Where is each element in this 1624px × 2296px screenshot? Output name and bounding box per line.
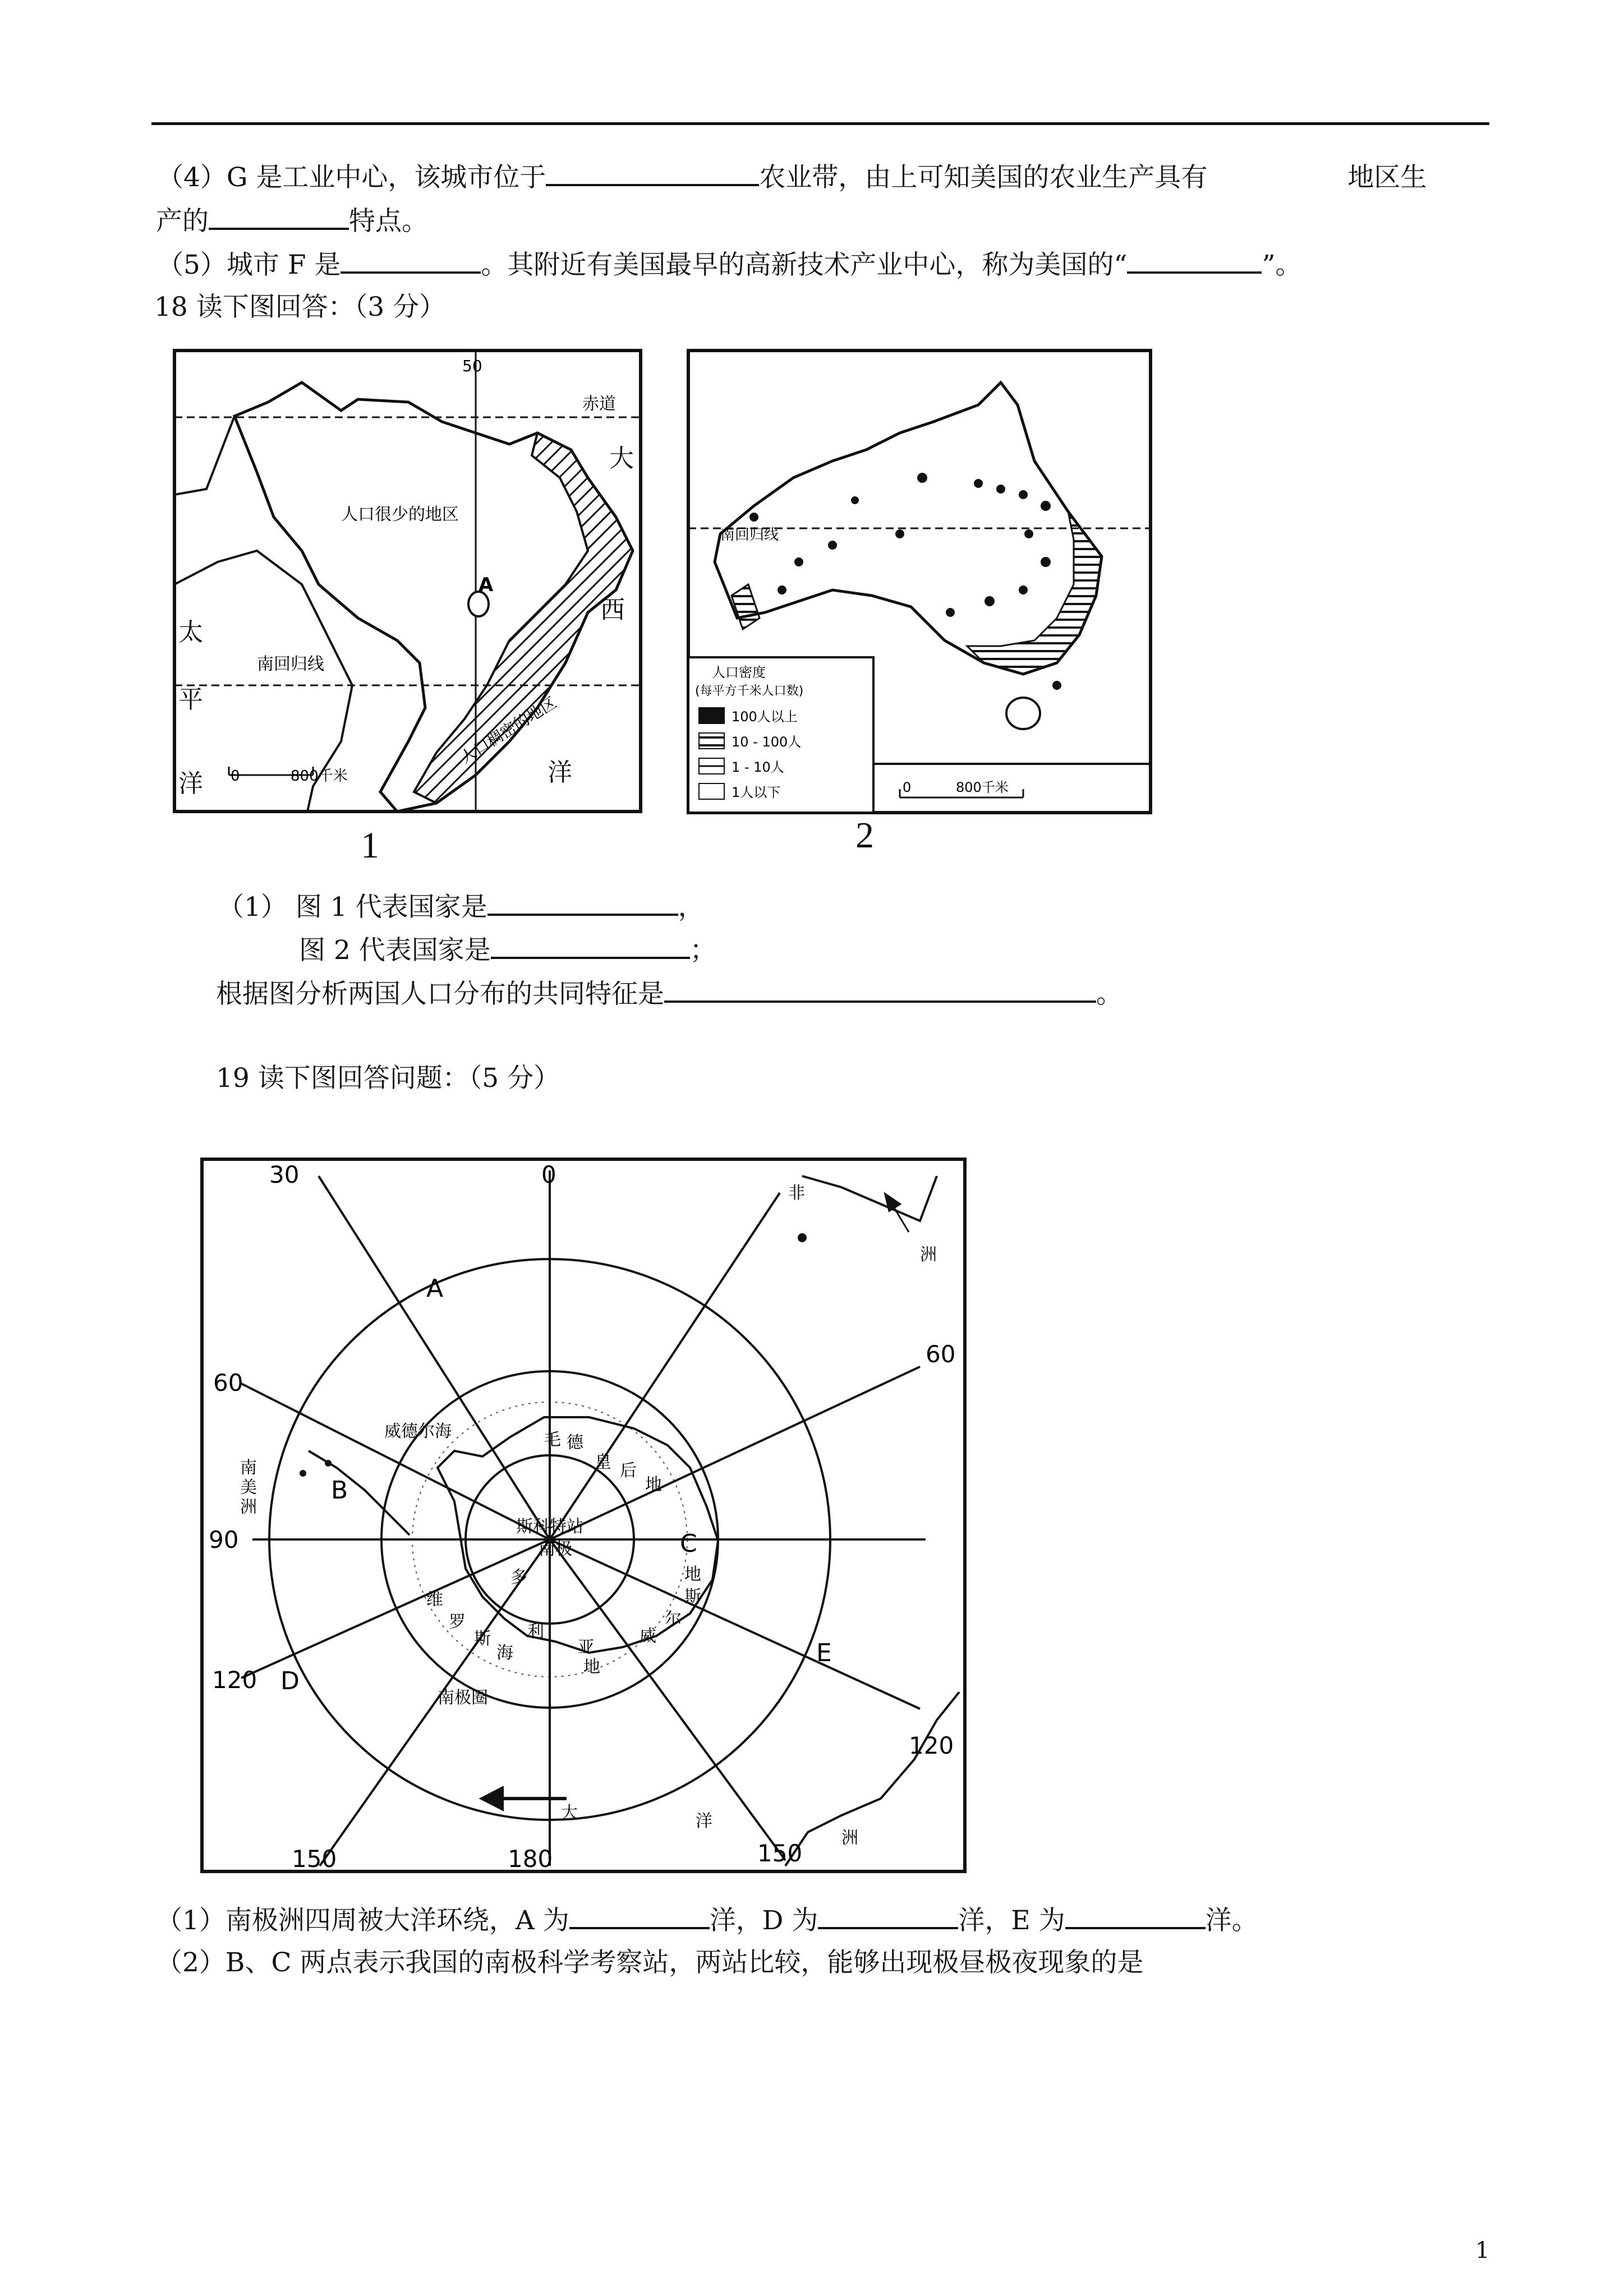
antarctica-map [196,1154,970,1877]
map2-scale-zero: 0 [903,780,912,795]
map1-pacific-2: 平 [178,685,203,714]
brazil-population-map [173,349,642,813]
station-c: C [680,1529,697,1558]
africa-label-1: 非 [788,1183,805,1203]
q17-item4-line2 [156,203,428,238]
lon-label-120-right: 120 [909,1732,954,1759]
ocean-d: D [280,1667,300,1695]
q17-item4-text-c: 地区生 [1347,162,1427,193]
answer-blank[interactable] [569,1902,710,1929]
lon-label-180: 180 [508,1845,553,1873]
q17-item4-text-d: 产的 [156,206,209,237]
wilkes-4: 威 [640,1626,656,1646]
q18-q1-line1 [218,889,705,924]
ocean-e: E [816,1639,832,1667]
wilkes-3: 尔 [665,1610,682,1629]
q19-q1-text-d: 洋。 [1205,1905,1258,1936]
answer-blank[interactable] [546,159,759,186]
lon-label-60-left: 60 [213,1369,243,1396]
map2-legend-title: 人口密度 [712,665,766,680]
samerica-label-2: 美 [240,1478,257,1497]
samerica-label-3: 洲 [240,1497,257,1517]
map2-legend-subtitle: (每平方千米人口数) [695,684,804,698]
answer-blank[interactable] [209,203,349,230]
q19-q2-line: （2）B、C 两点表示我国的南极科学考察站，两站比较，能够出现极昼极夜现象的是 [156,1947,1144,1978]
answer-blank[interactable] [491,932,690,959]
victoria-2: 多 [510,1567,527,1587]
q17-item5-text-b: 。其附近有美国最早的高新技术产业中心，称为美国的“ [481,250,1128,280]
answer-blank[interactable] [1127,247,1262,274]
station-b: B [331,1476,348,1505]
map1-tropic-label: 南回归线 [257,654,324,674]
map1-equator-label: 赤道 [582,394,616,414]
q17-item5-text-a: （5）城市 F 是 [157,250,341,280]
victoria-1: 维 [426,1590,443,1610]
map1-scale-zero: 0 [231,768,240,785]
queen-maud-5: 地 [645,1475,662,1495]
page-number: 1 [1475,2238,1490,2263]
figure-2-label: 2 [855,815,874,856]
weddell-sea-label: 威德尔海 [384,1422,452,1441]
q18-q1-line2 [299,932,716,967]
victoria-4: 亚 [578,1638,595,1657]
answer-blank[interactable] [1065,1902,1206,1929]
map2-legend-item: 10 - 100人 [732,734,802,750]
q18-q1-text-a: （1） 图 1 代表国家是 [218,892,487,923]
q19-q1-text-a: （1）南极洲四周被大洋环绕，A 为 [156,1905,569,1936]
q17-item5-text-c: ”。 [1262,250,1302,280]
lon-label-0: 0 [541,1161,556,1188]
q18-q1-text-b-end: ； [689,935,716,966]
map1-pacific-1: 太 [178,618,203,647]
answer-blank[interactable] [341,247,481,274]
answer-blank[interactable] [487,889,678,916]
victoria-3: 利 [527,1622,544,1642]
lon-label-90: 90 [209,1526,239,1553]
q19-q1-text-b: 洋，D 为 [709,1905,818,1936]
lon-label-120-left: 120 [212,1666,257,1694]
q18-q1-text-c: 根据图分析两国人口分布的共同特征是 [216,979,664,1009]
lon-label-30: 30 [269,1161,300,1188]
q18-q1-text-a-end: ， [678,892,705,923]
wilkes-2: 斯 [684,1587,701,1607]
map1-pacific-3: 洋 [178,769,203,798]
station-label: 斯科特站 [516,1517,583,1537]
samerica-label-1: 南 [240,1458,257,1478]
ross-2: 斯 [474,1629,491,1649]
q17-item5-line [157,247,1301,282]
australia-population-map [687,349,1152,814]
australia-label: 洲 [841,1828,858,1848]
queen-maud-4: 后 [620,1461,637,1481]
south-pole-label: 南极 [539,1539,572,1559]
map2-scale-label: 800千米 [956,780,1009,795]
q19-q1-line [156,1902,1258,1938]
ross-1: 罗 [449,1612,466,1632]
ocean-right-label: 洋 [696,1811,712,1831]
ocean-a: A [426,1274,444,1303]
q17-item4-text-a: （4）G 是工业中心，该城市位于 [157,162,546,193]
q18-q1-line3 [216,976,1122,1011]
lon-label-60-right: 60 [926,1340,956,1368]
africa-label-2: 洲 [920,1245,937,1265]
map1-dense-label: 人口稠密的地区 [457,693,560,767]
lon-label-150-right: 150 [757,1839,803,1867]
figure-1-label: 1 [361,825,379,866]
map1-atlantic-3: 洋 [548,758,572,787]
lon-label-150-left: 150 [292,1845,337,1873]
queen-maud-2: 德 [567,1433,583,1453]
victoria-5: 地 [583,1657,600,1677]
q18-title: 18 读下图回答：（3 分） [154,292,446,322]
wilkes-1: 地 [684,1565,701,1584]
antarctic-circle-label: 南极圈 [438,1688,488,1708]
map1-sparse-label: 人口很少的地区 [341,505,459,524]
q18-q1-text-c-end: 。 [1096,979,1122,1009]
header-rule [151,122,1489,125]
q17-item4-text-b: 农业带，由上可知美国的农业生产具有 [759,162,1208,193]
q18-q1-text-b: 图 2 代表国家是 [299,935,491,966]
map2-legend-item: 100人以上 [732,709,798,725]
map2-legend-item: 1人以下 [732,785,781,800]
map1-atlantic-2: 西 [600,596,625,624]
map1-lon-label: 50 [462,357,482,375]
q19-title: 19 读下图回答问题：（5 分） [216,1063,560,1094]
ross-3: 海 [496,1643,513,1663]
q17-item4-line1 [157,159,1427,195]
map1-point-a: A [479,574,494,596]
answer-blank[interactable] [818,1902,958,1929]
queen-maud-3: 皇 [595,1453,611,1472]
q17-item4-text-e: 特点。 [349,206,428,237]
answer-blank[interactable] [664,976,1096,1003]
map1-scale-label: 800千米 [291,768,348,785]
map1-atlantic-1: 大 [609,444,634,473]
map2-tropic-label: 南回归线 [720,527,779,543]
pacific-label: 大 [561,1803,578,1823]
q19-q1-text-c: 洋，E 为 [958,1905,1065,1936]
queen-maud-1: 毛 [544,1430,561,1450]
map2-legend-item: 1 - 10人 [732,759,784,775]
